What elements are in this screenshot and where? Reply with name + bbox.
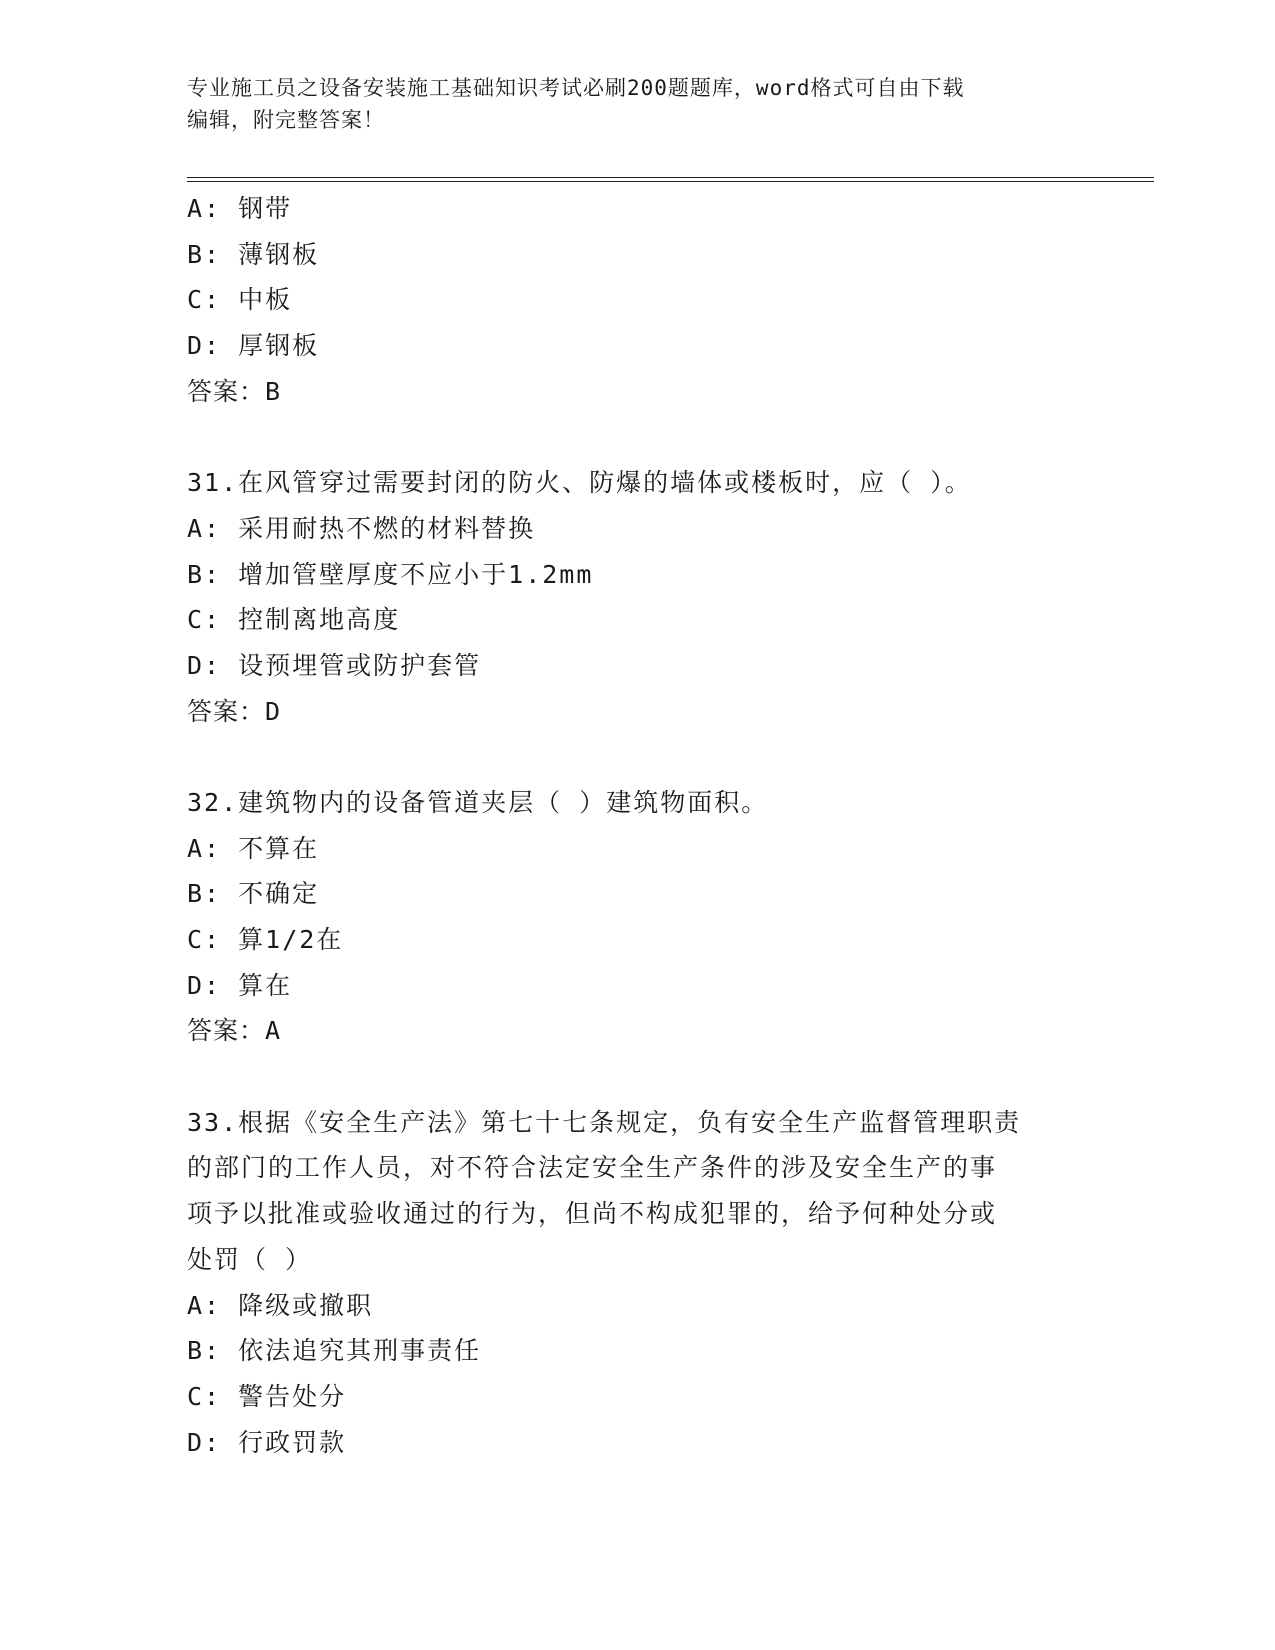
option-c: C: 算1/2在 bbox=[187, 925, 344, 955]
answer-line: 答案：A bbox=[187, 1016, 282, 1046]
question-30-block bbox=[187, 186, 1087, 414]
option-b: B: 增加管壁厚度不应小于1.2mm bbox=[187, 559, 594, 589]
option-d: D: 设预埋管或防护套管 bbox=[187, 650, 482, 680]
option-a: A: 采用耐热不燃的材料替换 bbox=[187, 513, 536, 543]
document-header bbox=[187, 72, 1067, 136]
answer-line: 答案：B bbox=[187, 376, 282, 406]
option-a: A: 降级或撤职 bbox=[187, 1290, 374, 1320]
option-c: C: 警告处分 bbox=[187, 1381, 347, 1411]
option-a: A: 不算在 bbox=[187, 833, 320, 863]
question-stem-line-3: 项予以批准或验收通过的行为，但尚不构成犯罪的，给予何种处分或 bbox=[187, 1199, 998, 1229]
question-stem: 32.建筑物内的设备管道夹层（ ）建筑物面积。 bbox=[187, 787, 769, 817]
option-d: D: 厚钢板 bbox=[187, 331, 320, 361]
header-rule-bottom bbox=[187, 181, 1154, 182]
spacer bbox=[187, 734, 1087, 780]
option-a: A: 钢带 bbox=[187, 194, 293, 223]
spacer bbox=[187, 414, 1087, 460]
question-stem-line-2: 的部门的工作人员，对不符合法定安全生产条件的涉及安全生产的事 bbox=[187, 1153, 998, 1183]
option-c: C: 控制离地高度 bbox=[187, 605, 401, 635]
option-b: B: 薄钢板 bbox=[187, 239, 320, 269]
answer-line: 答案：D bbox=[187, 696, 282, 726]
header-line-2: 编辑，附完整答案！ bbox=[187, 108, 385, 132]
header-line-1: 专业施工员之设备安装施工基础知识考试必刷200题题库，word格式可自由下载 bbox=[187, 76, 965, 100]
option-d: D: 算在 bbox=[187, 970, 293, 1000]
question-stem-line-1: 33.根据《安全生产法》第七十七条规定，负有安全生产监督管理职责 bbox=[187, 1107, 1022, 1137]
option-b: B: 依法追究其刑事责任 bbox=[187, 1336, 482, 1366]
header-rule-top bbox=[187, 177, 1154, 178]
document-body bbox=[187, 186, 1087, 1465]
question-stem-line-4: 处罚（ ） bbox=[187, 1244, 313, 1274]
question-31-block bbox=[187, 460, 1087, 734]
option-c: C: 中板 bbox=[187, 285, 293, 315]
option-b: B: 不确定 bbox=[187, 879, 320, 909]
question-33-block bbox=[187, 1100, 1087, 1466]
spacer bbox=[187, 1054, 1087, 1100]
option-d: D: 行政罚款 bbox=[187, 1427, 347, 1457]
question-stem: 31.在风管穿过需要封闭的防火、防爆的墙体或楼板时，应（ ）。 bbox=[187, 468, 972, 498]
question-32-block bbox=[187, 780, 1087, 1054]
